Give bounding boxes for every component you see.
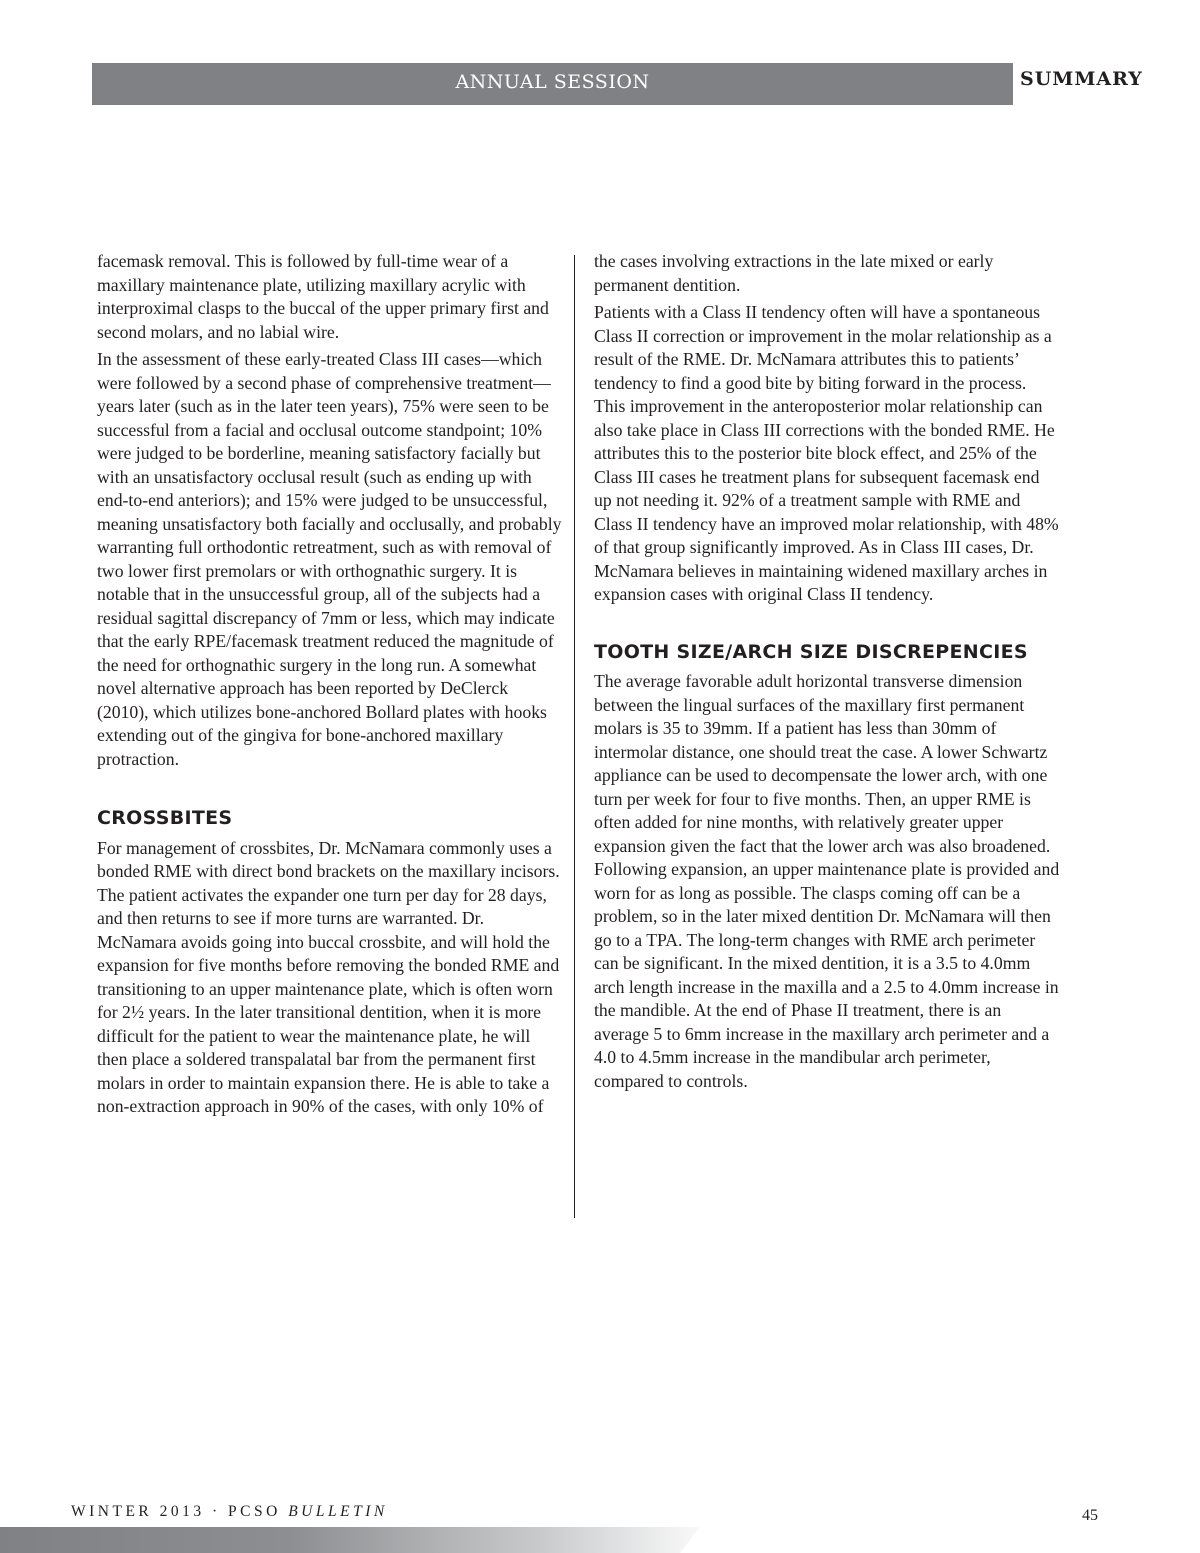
section-heading-crossbites: CROSSBITES [97, 807, 233, 829]
paragraph: For management of crossbites, Dr. McNamara commonly uses a bonded RME with direct bond brackets on the maxillary incisors. The patient activates the expander one turn per day for 28 days, and then returns to see if more turns are warranted. Dr. McNamara avoids going into buccal crossbite, and will hold the expansion for five months before removing the bonded RME and transitioning to an upper maintenance plate, which is often worn for 2½ years. In the later transitional dentition, when it is more difficult for the patient to wear the maintenance plate, he will then place a soldered transpalatal bar from the permanent first molars in order to maintain expansion there. He is able to take a non-extraction approach in 90% of the cases, with only 10% of [97, 837, 560, 1116]
footer-publication [71, 1503, 388, 1521]
left-column [97, 250, 563, 1123]
page-number: 45 [1082, 1507, 1098, 1524]
footer-publication-name: BULLETIN [288, 1503, 388, 1520]
section-heading-tooth-size: TOOTH SIZE/ARCH SIZE DISCREPENCIES [594, 640, 1028, 663]
running-header-title: ANNUAL SESSION [455, 71, 650, 93]
paragraph: Patients with a Class II tendency often will have a spontaneous Class II correction or improvement in the molar relationship as a result of the RME. Dr. McNamara attributes this to patients’ tendency to find a good bite by biting forward in the process. This improvement in the anteroposterior molar relationship can also take place in Class III corrections with the bonded RME. He attributes this to the posterior bite block effect, and 25% of the Class III cases he treatment plans for subsequent facemask end up not needing it. 92% of a treatment sample with RME and Class II tendency have an improved molar relationship, with 48% of that group significantly improved. As in Class III cases, Dr. McNamara believes in maintaining widened maxillary arches in expansion cases with original Class II tendency. [594, 302, 1059, 604]
section-label: SUMMARY [1020, 68, 1143, 90]
paragraph: In the assessment of these early-treated Class III cases—which were followed by a second phase of comprehensive treatment—years later (such as in the later teen years), 75% were seen to be successful from a facial and occlusal outcome standpoint; 10% were judged to be borderline, meaning satisfactory facially but with an unsatisfactory occlusal result (such as ending up with end-to-end anteriors); and 15% were judged to be unsuccessful, meaning unsatisfactory both facially and occlusally, and probably warranting full orthodontic retreatment, such as with removal of two lower first premolars or with orthognathic surgery. It is notable that in the unsuccessful group, all of the subjects had a residual sagittal discrepancy of 7mm or less, which may indicate that the early RPE/facemask treatment reduced the magnitude of the need for orthognathic surgery in the long run. A somewhat novel alternative approach has been reported by DeClerck (2010), which utilizes bone-anchored Bollard plates with hooks extending out of the gingiva for bone-anchored maxillary protraction. [97, 349, 562, 769]
column-divider [574, 255, 575, 1218]
paragraph: facemask removal. This is followed by full-time wear of a maxillary maintenance plate, utilizing maxillary acrylic with interproximal clasps to the buccal of the upper primary first and second molars, and no labial wire. [97, 251, 549, 342]
footer-issue: WINTER 2013 · PCSO [71, 1503, 281, 1520]
right-column [594, 250, 1060, 1097]
header-bar [92, 63, 1013, 105]
paragraph: The average favorable adult horizontal transverse dimension between the lingual surfaces of the maxillary first permanent molars is 35 to 39mm. If a patient has less than 30mm of intermolar distance, one should treat the case. A lower Schwartz appliance can be used to decompensate the lower arch, with one turn per week for four to five months. Then, an upper RME is often added for nine months, with relatively greater upper expansion given the fact that the lower arch was also broadened. Following expansion, an upper maintenance plate is provided and worn for as long as possible. The clasps coming off can be a problem, so in the later mixed dentition Dr. McNamara will then go to a TPA. The long-term changes with RME arch perimeter can be significant. In the mixed dentition, it is a 3.5 to 4.0mm arch length increase in the maxilla and a 2.5 to 4.0mm increase in the mandible. At the end of Phase II treatment, there is an average 5 to 6mm increase in the maxillary arch perimeter and a 4.0 to 4.5mm increase in the mandibular arch perimeter, compared to controls. [594, 671, 1060, 1091]
paragraph: the cases involving extractions in the late mixed or early permanent dentition. [594, 251, 994, 295]
footer-gradient-bar [0, 1527, 720, 1553]
